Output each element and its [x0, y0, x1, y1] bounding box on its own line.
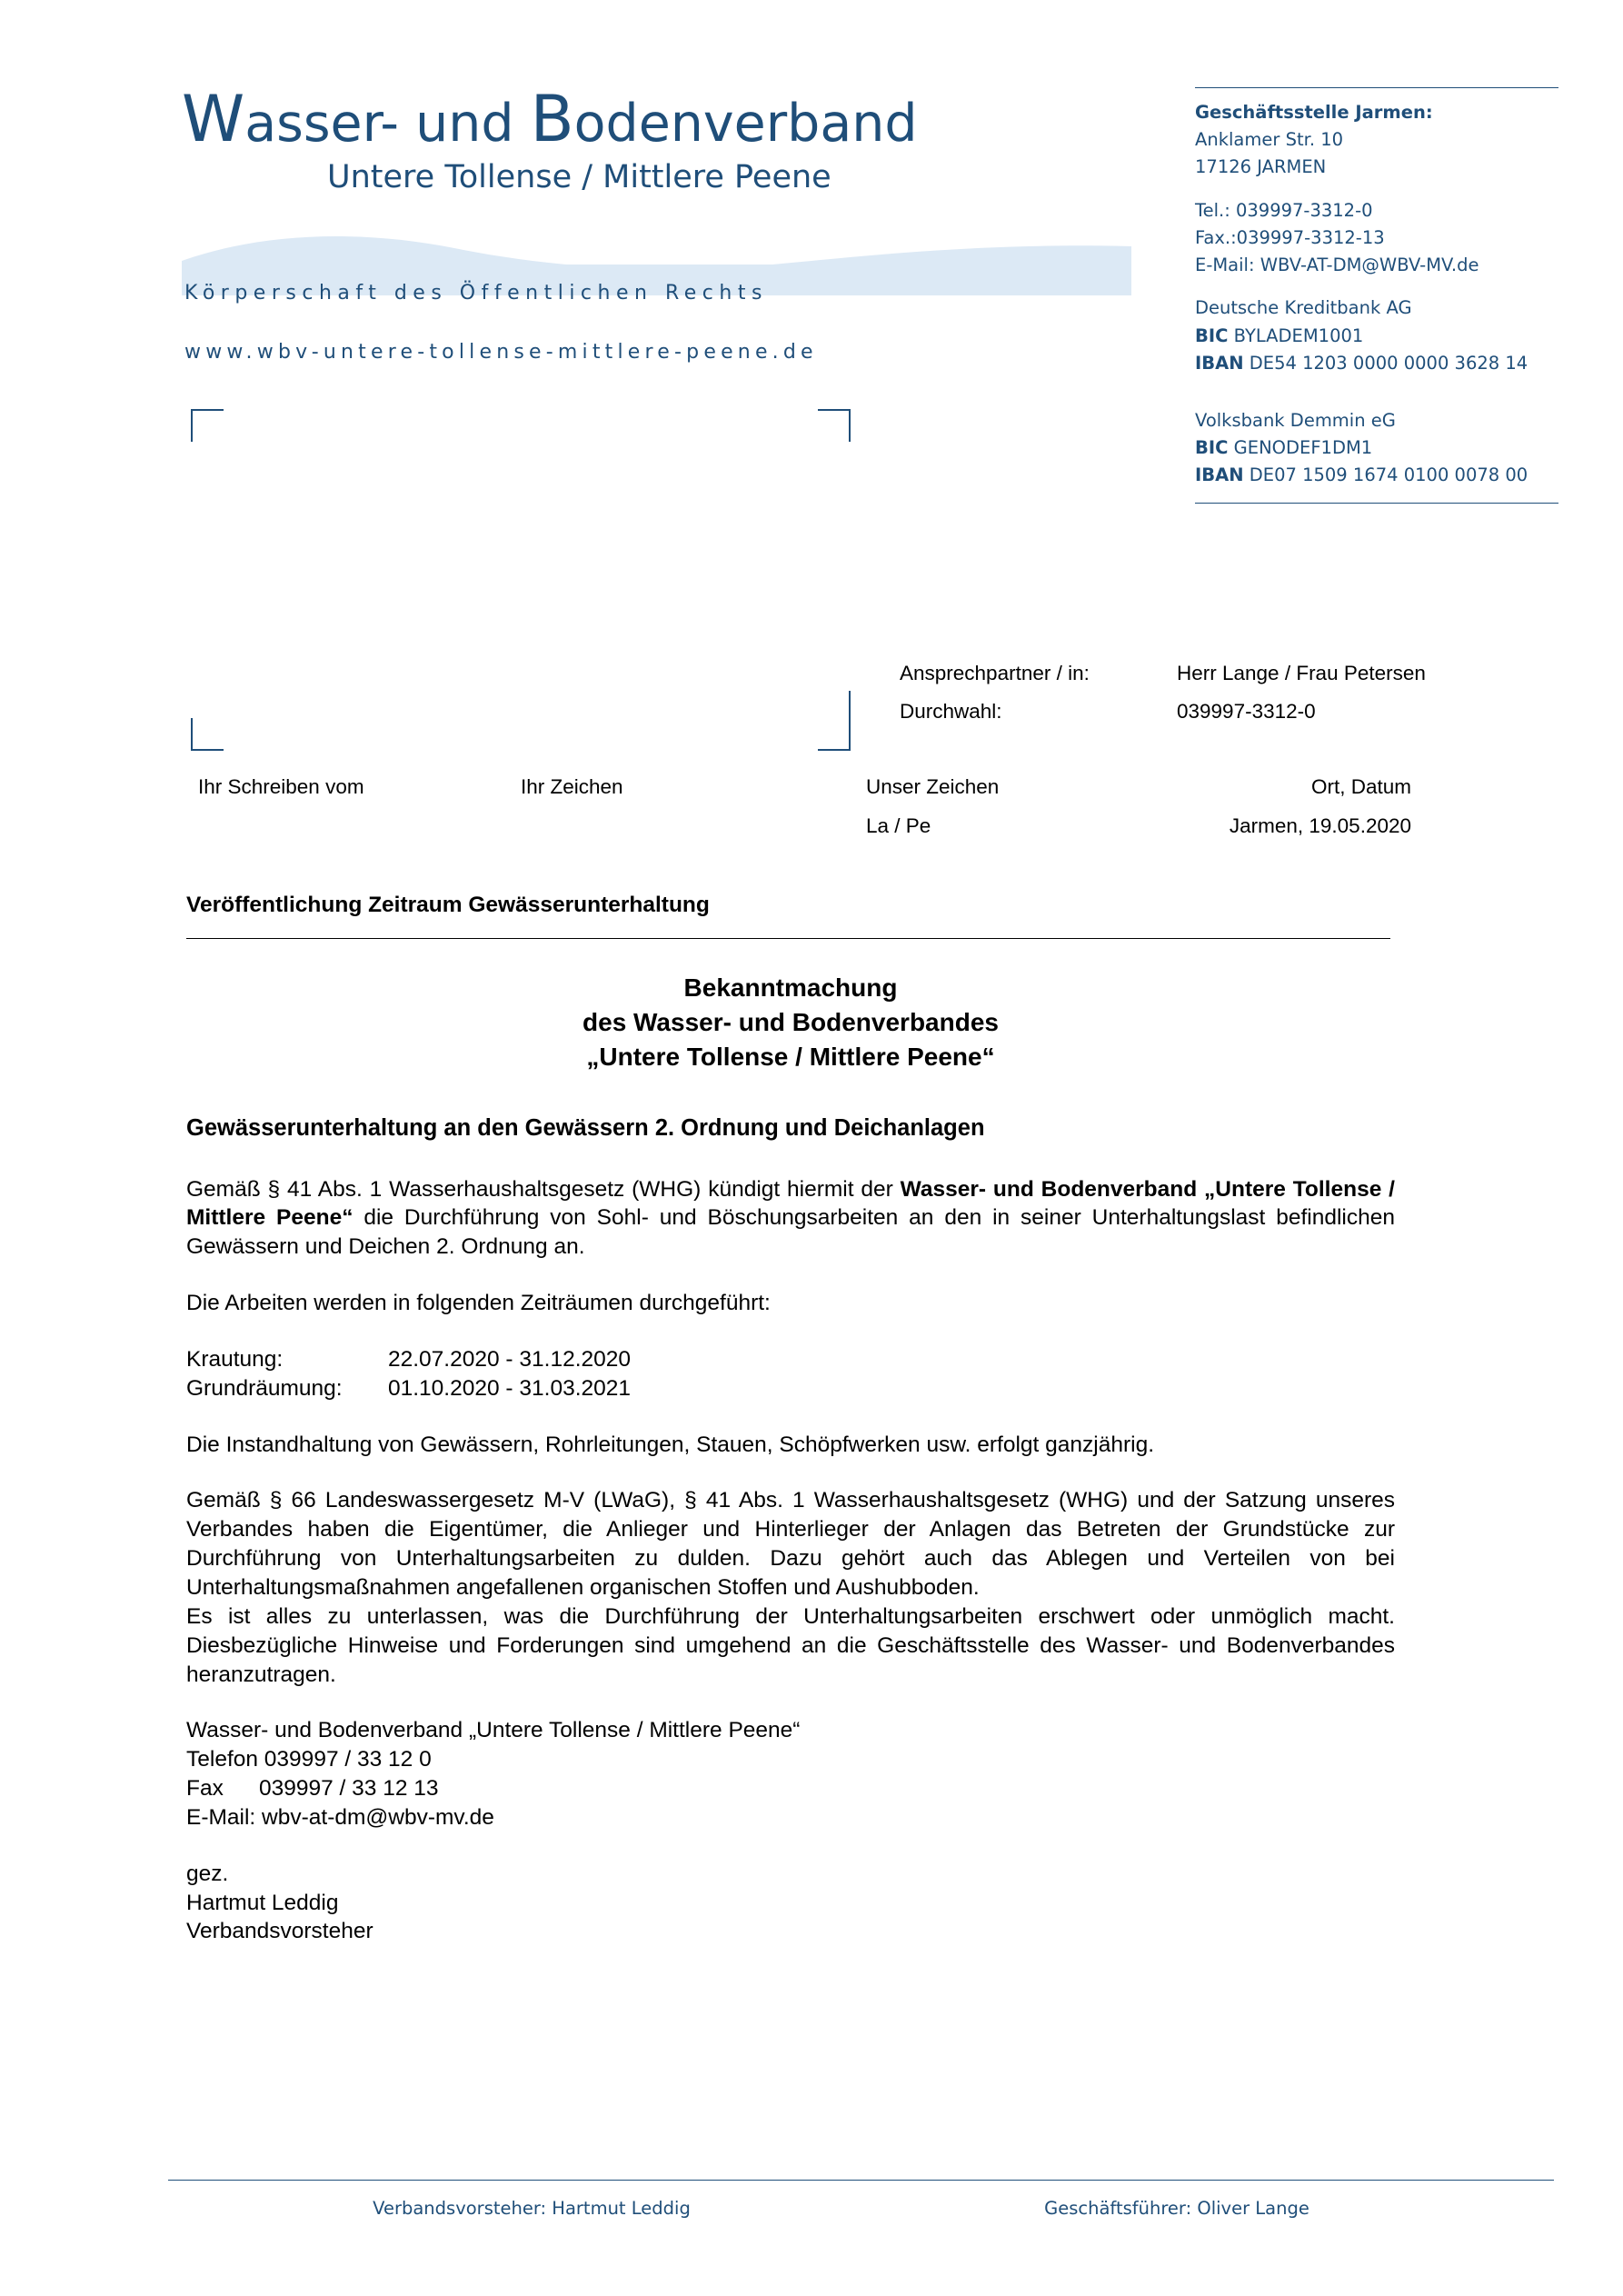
- paragraph-1-org-bold: Wasser- und Bodenverband „Untere Tollense / Mittlere Peene“: [186, 1176, 1395, 1231]
- schedule-value-krautung: 22.07.2020 - 31.12.2020: [388, 1346, 632, 1372]
- paragraph-1-part-a: Gemäß § 41 Abs. 1 Wasserhaushaltsgesetz (WHG) kündigt hiermit der: [186, 1176, 901, 1202]
- crop-mark-bottom-right: [818, 691, 851, 751]
- contact-fax-label: Fax: [186, 1776, 224, 1802]
- crop-mark-bottom-left: [191, 718, 224, 751]
- divider-top: [1195, 87, 1558, 88]
- subject-divider: [186, 938, 1390, 939]
- spacer-1: [1195, 182, 1558, 197]
- place-date-label: Ort, Datum: [1310, 775, 1411, 798]
- office-title: Geschäftsstelle Jarmen:: [1195, 102, 1433, 123]
- bank2-name: Volksbank Demmin eG: [1195, 409, 1396, 431]
- dial-label: Durchwahl:: [900, 699, 1002, 723]
- organization-name: [182, 82, 1145, 156]
- corporate-form-label: Körperschaft des Öffentlichen Rechts: [184, 282, 768, 304]
- paragraph-2: Die Arbeiten werden in folgenden Zeiträumen durchgeführt:: [186, 1291, 771, 1316]
- office-fax: Fax.:039997-3312-13: [1195, 226, 1385, 248]
- contact-person-row: [900, 664, 1490, 684]
- office-street: Anklamer Str. 10: [1195, 129, 1344, 151]
- bank2-bic-row: [1195, 434, 1558, 462]
- schedule-row-krautung: [186, 1345, 1395, 1374]
- paragraph-4: Gemäß § 66 Landeswassergesetz M-V (LWaG), § 41 Abs. 1 Wasserhaushaltsgesetz (WHG) und der Satzung unseres Verbandes haben die Eigentümer, die Anlieger und Hinterlieger der Anlagen das Betreten der Grundstücke zur Durchführung von Unterhaltungsarbeiten zu dulden. Dazu gehört auch das Ablegen und Verteilen von bei Unterhaltungsmaßnahmen angefallenen organischen Stoffen und Aushubboden.: [186, 1488, 1395, 1600]
- paragraph-1: [186, 1175, 1395, 1263]
- contact-block: [186, 1716, 1395, 1832]
- your-letter-label: Ihr Schreiben vom: [198, 775, 364, 798]
- org-name-part2: odenverband: [573, 94, 918, 154]
- schedule-label-krautung: Krautung:: [186, 1346, 284, 1372]
- schedule-row-grundraeumung: [186, 1374, 1395, 1403]
- headline-line-3: „Untere Tollense / Mittlere Peene“: [586, 1042, 995, 1071]
- footer-chairman: Verbandsvorsteher: Hartmut Leddig: [373, 2198, 691, 2219]
- spacer-3: [1195, 377, 1558, 407]
- divider-bottom: [1195, 503, 1558, 504]
- paragraph-1-part-c: die Durchführung von Sohl- und Böschungsarbeiten an den in seiner Unterhaltungslast befindlichen Gewässern und Deichen 2. Ordnung an.: [186, 1205, 1395, 1260]
- bank2-iban-row: [1195, 462, 1558, 489]
- footer-divider: [168, 2180, 1554, 2181]
- signature-name: Hartmut Leddig: [186, 1890, 339, 1915]
- office-email[interactable]: E-Mail: WBV-AT-DM@WBV-MV.de: [1195, 255, 1479, 276]
- schedule-value-grundraeumung: 01.10.2020 - 31.03.2021: [388, 1375, 632, 1401]
- crop-mark-top-right: [818, 409, 851, 442]
- bank1-iban-label: IBAN: [1195, 352, 1244, 374]
- bank2-iban-value: DE07 1509 1674 0100 0078 00: [1249, 464, 1528, 486]
- logo-block: [182, 82, 1145, 195]
- your-letter-value: [198, 816, 521, 837]
- bank2-bic-label: BIC: [1195, 437, 1229, 459]
- page-footer: [168, 2198, 1554, 2219]
- org-initial-w: W: [182, 82, 245, 156]
- reference-columns: [198, 777, 1452, 836]
- bank2-bic-value: GENODEF1DM1: [1233, 437, 1373, 459]
- bank2-iban-label: IBAN: [1195, 464, 1244, 486]
- contact-fax-row: [186, 1774, 1395, 1803]
- bank1-bic-row: [1195, 323, 1558, 350]
- schedule-list: [186, 1345, 1395, 1403]
- our-reference-label: Unser Zeichen: [866, 775, 1000, 798]
- our-reference-value: La / Pe: [866, 814, 931, 837]
- section-heading: Gewässerunterhaltung an den Gewässern 2. Ordnung und Deichanlagen: [186, 1115, 985, 1142]
- contact-org: Wasser- und Bodenverband „Untere Tollense / Mittlere Peene“: [186, 1718, 801, 1743]
- dial-value: 039997-3312-0: [1177, 699, 1316, 723]
- contact-email[interactable]: E-Mail: wbv-at-dm@wbv-mv.de: [186, 1804, 494, 1830]
- office-city: 17126 JARMEN: [1195, 156, 1327, 178]
- headline-line-2: des Wasser- und Bodenverbandes: [582, 1007, 999, 1036]
- office-phone: Tel.: 039997-3312-0: [1195, 199, 1373, 221]
- reference-header-row: [198, 777, 1452, 798]
- your-reference-value: [521, 816, 866, 837]
- bank1-bic-value: BYLADEM1001: [1233, 324, 1364, 346]
- signature-gez: gez.: [186, 1861, 229, 1886]
- contact-fax-value: 039997 / 33 12 13: [259, 1776, 439, 1802]
- crop-mark-top-left: [191, 409, 224, 442]
- announcement-headline: [186, 971, 1395, 1073]
- your-reference-label: Ihr Zeichen: [521, 775, 623, 798]
- signature-role: Verbandsvorsteher: [186, 1919, 373, 1944]
- bank1-name: Deutsche Kreditbank AG: [1195, 297, 1412, 319]
- contact-phone: Telefon 039997 / 33 12 0: [186, 1747, 432, 1772]
- footer-manager: Geschäftsführer: Oliver Lange: [1044, 2198, 1309, 2219]
- place-date-value: Jarmen, 19.05.2020: [1229, 814, 1411, 837]
- paragraph-3: Die Instandhaltung von Gewässern, Rohrleitungen, Stauen, Schöpfwerken usw. erfolgt ganzjährig.: [186, 1432, 1155, 1457]
- signature-block: [186, 1860, 1395, 1947]
- schedule-label-grundraeumung: Grundräumung:: [186, 1375, 343, 1401]
- website-label: www.wbv-untere-tollense-mittlere-peene.de: [184, 341, 818, 364]
- reference-value-row: [198, 816, 1452, 837]
- org-initial-b: B: [530, 82, 574, 156]
- document-body: [186, 971, 1395, 1946]
- organization-subtitle: Untere Tollense / Mittlere Peene: [327, 158, 831, 195]
- contact-person-label: Ansprechpartner / in:: [900, 662, 1090, 684]
- spacer-2: [1195, 279, 1558, 294]
- paragraph-5: Es ist alles zu unterlassen, was die Durchführung der Unterhaltungsarbeiten erschwert oder unmöglich macht. Diesbezügliche Hinweise und Forderungen sind umgehend an die Geschäftsstelle des Wasser- und Bodenverbandes heranzutragen.: [186, 1603, 1395, 1687]
- bank1-iban-value: DE54 1203 0000 0000 3628 14: [1249, 352, 1528, 374]
- contact-person-value: Herr Lange / Frau Petersen: [1177, 662, 1426, 684]
- headline-line-1: Bekanntmachung: [683, 973, 898, 1002]
- office-info-block: [1195, 87, 1558, 504]
- reference-fields: [900, 664, 1490, 739]
- org-name-part1: asser- und: [244, 94, 531, 154]
- bank1-iban-row: [1195, 350, 1558, 377]
- bank1-bic-label: BIC: [1195, 324, 1229, 346]
- subject-line: Veröffentlichung Zeitraum Gewässerunterhaltung: [186, 893, 710, 917]
- dial-row: [900, 699, 1490, 723]
